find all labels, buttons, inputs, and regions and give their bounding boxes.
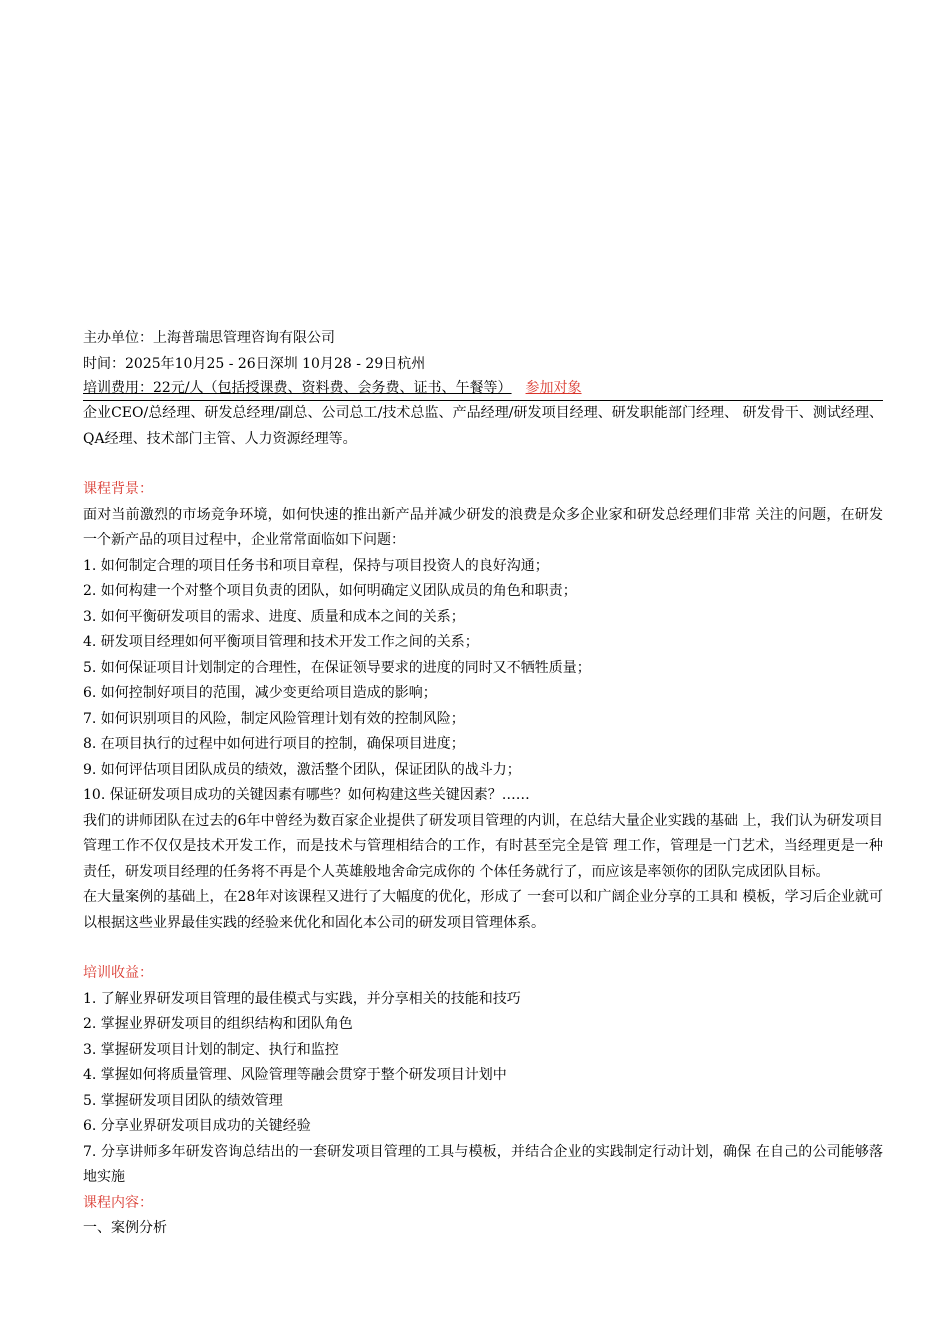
list-item: 1. 如何制定合理的项目任务书和项目章程，保持与项目投资人的良好沟通；	[83, 557, 549, 574]
background-question-list	[83, 554, 883, 809]
audience-heading: 参加对象	[525, 380, 582, 396]
fee-line	[83, 377, 883, 401]
list-item: 7. 分享讲师多年研发咨询总结出的一套研发项目管理的工具与模板，并结合企业的实践制定行动计划，确保 在自己的公司能够落地实施	[83, 1143, 883, 1185]
list-item: 5. 如何保证项目计划制定的合理性，在保证领导要求的进度的同时又不牺牲质量；	[83, 659, 591, 676]
content-heading: 课程内容：	[83, 1194, 153, 1211]
fee-text: 培训费用：22元/人（包括授课费、资料费、会务费、证书、午餐等）	[83, 380, 512, 396]
list-item: 6. 如何控制好项目的范围，减少变更给项目造成的影响；	[83, 685, 437, 701]
list-item: 3. 如何平衡研发项目的需求、进度、质量和成本之间的关系；	[83, 608, 465, 625]
list-item: 5. 掌握研发项目团队的绩效管理	[83, 1092, 283, 1109]
audience-text: 企业CEO/总经理、研发总经理/副总、公司总工/技术总监、产品经理/研发项目经理、研发职能部门经理、 研发骨干、测试经理、QA经理、技术部门主管、人力资源经理等。	[83, 405, 883, 447]
benefits-list	[83, 987, 883, 1191]
list-item: 1. 了解业界研发项目管理的最佳模式与实践，并分享相关的技能和技巧	[83, 990, 521, 1007]
list-item: 6. 分享业界研发项目成功的关键经验	[83, 1118, 311, 1134]
list-item: 4. 掌握如何将质量管理、风险管理等融会贯穿于整个研发项目计划中	[83, 1067, 507, 1083]
list-item: 10. 保证研发项目成功的关键因素有哪些？如何构建这些关键因素？……	[83, 787, 530, 803]
background-heading: 课程背景：	[83, 481, 153, 497]
list-item: 7. 如何识别项目的风险，制定风险管理计划有效的控制风险；	[83, 710, 465, 727]
background-paragraph-1: 我们的讲师团队在过去的6年中曾经为数百家企业提供了研发项目管理的内训，在总结大量企业实践的基础 上，我们认为研发项目管理工作不仅仅是技术开发工作，而是技术与管理相结合的工作，有时甚至完全是管 理工作，管理是一门艺术，当经理更是一种责任，研发项目经理的任务将不再是个人英雄般地舍命完成你的 个体任务就行了，而应该是率领你的团队完成团队目标。	[83, 812, 883, 880]
list-item: 9. 如何评估项目团队成员的绩效，激活整个团队，保证团队的战斗力；	[83, 761, 521, 778]
background-paragraph-2: 在大量案例的基础上，在28年对该课程又进行了大幅度的优化，形成了 一套可以和广阔企业分享的工具和 模板，学习后企业就可以根据这些业界最佳实践的经验来优化和固化本公司的研发项目管理体系。	[83, 889, 883, 931]
benefits-heading: 培训收益：	[83, 965, 153, 981]
content-section-1: 一、案例分析	[83, 1220, 167, 1236]
list-item: 2. 掌握业界研发项目的组织结构和团队角色	[83, 1016, 353, 1032]
list-item: 8. 在项目执行的过程中如何进行项目的控制，确保项目进度；	[83, 736, 465, 752]
list-item: 3. 掌握研发项目计划的制定、执行和监控	[83, 1041, 339, 1058]
list-item: 2. 如何构建一个对整个项目负责的团队，如何明确定义团队成员的角色和职责；	[83, 583, 577, 599]
list-item: 4. 研发项目经理如何平衡项目管理和技术开发工作之间的关系；	[83, 634, 479, 650]
organizer-line: 主办单位：上海普瑞思管理咨询有限公司	[83, 330, 335, 346]
background-intro: 面对当前激烈的市场竞争环境，如何快速的推出新产品并减少研发的浪费是众多企业家和研发总经理们非常 关注的问题，在研发一个新产品的项目过程中，企业常常面临如下问题：	[83, 506, 883, 548]
time-line: 时间：2025年10月25 - 26日深圳 10月28 - 29日杭州	[83, 355, 426, 372]
document-page	[83, 326, 883, 1242]
